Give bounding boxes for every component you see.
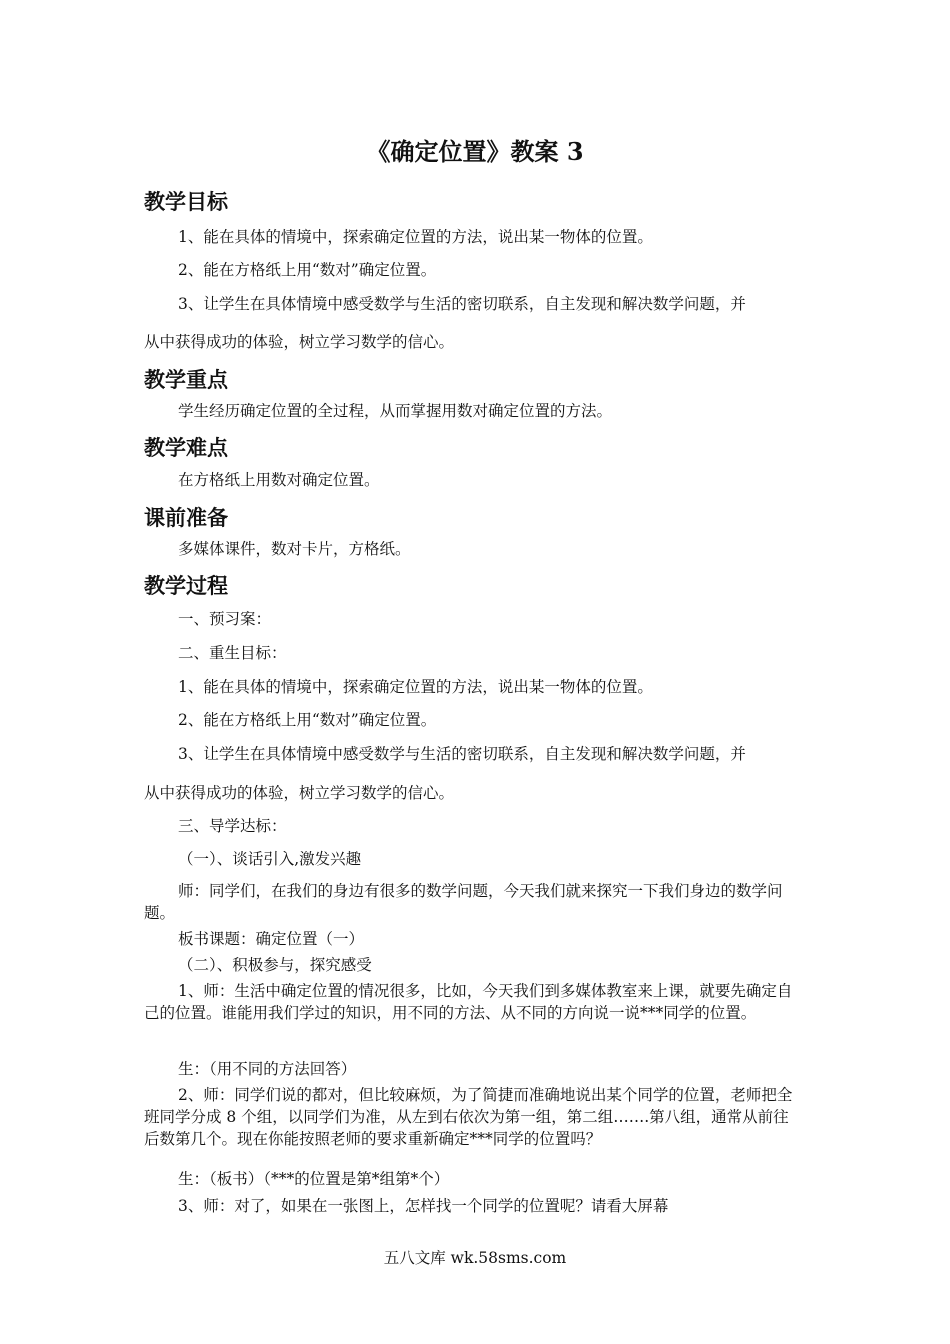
preparation-text: 多媒体课件，数对卡片，方格纸。: [178, 540, 411, 558]
process-line: 二、重生目标：: [178, 644, 287, 662]
footer-watermark: 五八文库 wk.58sms.com: [383, 1249, 567, 1267]
goal-item-3: 3、让学生在具体情境中感受数学与生活的密切联系，自主发现和解决数学问题，并: [178, 295, 746, 313]
process-line: 3、让学生在具体情境中感受数学与生活的密切联系，自主发现和解决数学问题，并: [178, 745, 746, 763]
document-title: 《确定位置》教案 3: [366, 137, 584, 166]
process-line: 生：（用不同的方法回答）: [178, 1060, 357, 1078]
key-points-text: 学生经历确定位置的全过程，从而掌握用数对确定位置的方法。: [178, 402, 613, 420]
process-line: 3、师：对了，如果在一张图上，怎样找一个同学的位置呢？请看大屏幕: [178, 1197, 669, 1215]
difficulties-text: 在方格纸上用数对确定位置。: [178, 471, 380, 489]
heading-teaching-goals: 教学目标: [144, 189, 228, 214]
process-line: 师：同学们，在我们的身边有很多的数学问题，今天我们就来探究一下我们身边的数学问题。: [144, 882, 783, 922]
heading-key-points: 教学重点: [144, 367, 228, 392]
goal-item-3-continued: 从中获得成功的体验，树立学习数学的信心。: [144, 333, 455, 351]
process-line: 一、预习案：: [178, 610, 272, 628]
process-line: 2、师：同学们说的都对，但比较麻烦，为了简捷而准确地说出某个同学的位置，老师把全班同学分成 8 个组，以同学们为准，从左到右依次为第一组，第二组…….第八组，通常从前往后数第几个。现在你能按照老师的要求重新确定***同学的位置吗？: [144, 1086, 793, 1148]
process-line: 从中获得成功的体验，树立学习数学的信心。: [144, 784, 455, 802]
heading-process: 教学过程: [144, 573, 228, 598]
process-line: 三、导学达标：: [178, 817, 287, 835]
process-line: 2、能在方格纸上用“数对”确定位置。: [178, 711, 437, 729]
process-line: 板书课题：确定位置（一）: [178, 930, 365, 948]
process-line: 生：（板书）（***的位置是第*组第*个）: [178, 1170, 450, 1188]
process-line: 1、能在具体的情境中，探索确定位置的方法，说出某一物体的位置。: [178, 678, 653, 696]
goal-item-1: 1、能在具体的情境中，探索确定位置的方法，说出某一物体的位置。: [178, 228, 653, 246]
goal-item-2: 2、能在方格纸上用“数对”确定位置。: [178, 261, 437, 279]
heading-preparation: 课前准备: [144, 505, 228, 530]
process-line: 1、师：生活中确定位置的情况很多，比如，今天我们到多媒体教室来上课，就要先确定自己的位置。谁能用我们学过的知识，用不同的方法、从不同的方向说一说***同学的位置。: [144, 982, 793, 1022]
process-line: （一）、谈话引入,激发兴趣: [178, 850, 362, 868]
process-line: （二）、积极参与，探究感受: [178, 956, 372, 974]
heading-difficulties: 教学难点: [144, 435, 228, 460]
